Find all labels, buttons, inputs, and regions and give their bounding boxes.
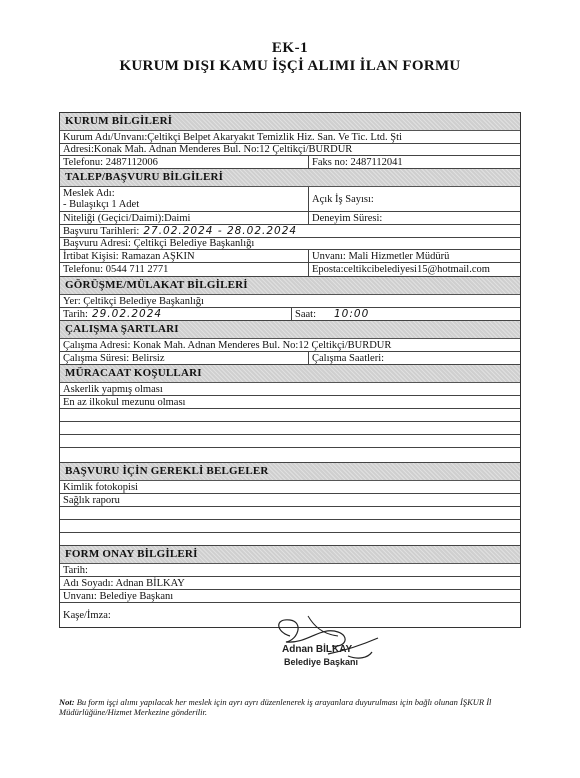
section-kurum-header: KURUM BİLGİLERİ: [60, 113, 520, 131]
gorusme-tarih-label: Tarih:: [63, 308, 88, 320]
irtibat-kisisi: İrtibat Kişisi: Ramazan AŞKIN: [60, 250, 309, 262]
gorusme-yer: Yer: Çeltikçi Belediye Başkanlığı: [63, 295, 204, 307]
signature-name: Adnan BİLKAY: [282, 644, 353, 655]
signature-stamp: [268, 614, 388, 670]
basvuru-tarihleri-handwritten: 27.02.2024 - 28.02.2024: [143, 225, 298, 237]
nitelik: Niteliği (Geçici/Daimi):Daimi: [60, 212, 309, 224]
muracaat-item: [60, 409, 520, 421]
kurum-telefon: Telefonu: 2487112006: [60, 156, 309, 168]
onay-kase-imza: Kaşe/İmza:: [63, 609, 111, 621]
calisma-suresi: Çalışma Süresi: Belirsiz: [60, 352, 309, 364]
job-posting-form: [59, 112, 521, 628]
muracaat-item: [60, 435, 520, 447]
belge-item: [60, 520, 520, 532]
muracaat-item: [60, 422, 520, 434]
basvuru-adresi: Başvuru Adresi: Çeltikçi Belediye Başkanlığı: [63, 238, 255, 249]
section-calisma-header: ÇALIŞMA ŞARTLARI: [60, 321, 520, 339]
gorusme-tarih: [60, 308, 292, 320]
footnote: [59, 697, 529, 717]
belge-item: [60, 507, 520, 519]
section-onay-header: FORM ONAY BİLGİLERİ: [60, 546, 520, 564]
calisma-saatleri: Çalışma Saatleri:: [312, 352, 385, 364]
section-muracaat-header: MÜRACAAT KOŞULLARI: [60, 365, 520, 383]
deneyim-suresi: Deneyim Süresi:: [312, 212, 383, 224]
section-gorusme-header: GÖRÜŞME/MÜLAKAT BİLGİLERİ: [60, 277, 520, 295]
kurum-faks: Faks no: 2487112041: [312, 156, 403, 168]
muracaat-item: En az ilkokul mezunu olması: [63, 396, 186, 408]
basvuru-tarihleri-label: Başvuru Tarihleri:: [63, 225, 140, 237]
basvuru-tarihleri: [60, 225, 520, 237]
meslek-cell: [60, 187, 309, 211]
kurum-adres: Adresi:Konak Mah. Adnan Menderes Bul. No:12 Çeltikçi/BURDUR: [63, 144, 353, 155]
gorusme-saat: [292, 308, 520, 320]
gorusme-tarih-handwritten: 29.02.2024: [91, 308, 163, 320]
onay-adi-soyadi: Adı Soyadı: Adnan BİLKAY: [63, 577, 185, 589]
onay-unvan: Unvanı: Belediye Başkanı: [63, 590, 174, 602]
footnote-label: Not:: [59, 697, 75, 707]
kurum-adi: Kurum Adı/Unvanı:Çeltikçi Belpet Akaryakıt Temizlik Hiz. San. Ve Tic. Ltd. Şti: [63, 131, 402, 143]
calisma-adresi: Çalışma Adresi: Konak Mah. Adnan Menderes Bul. No:12 Çeltikçi/BURDUR: [63, 339, 392, 351]
signature-title: Belediye Başkanı: [284, 657, 359, 667]
section-talep-header: TALEP/BAŞVURU BİLGİLERİ: [60, 169, 520, 187]
muracaat-item: [60, 448, 520, 462]
irtibat-telefonu: Telefonu: 0544 711 2771: [60, 263, 309, 276]
belge-item: [60, 533, 520, 545]
irtibat-unvani: Unvanı: Mali Hizmetler Müdürü: [312, 250, 450, 262]
irtibat-eposta: Eposta:celtikcibelediyesi15@hotmail.com: [312, 264, 490, 275]
meslek-label: Meslek Adı:: [63, 188, 115, 199]
footnote-text: Bu form işçi alımı yapılacak her meslek için ayrı ayrı düzenlenerek iş arayanlara duyurulması için bağlı olunan İŞKUR İl Müdürlüğüne/Hizmet Merkezine gönderilir.: [59, 697, 492, 717]
acik-is-sayisi: Açık İş Sayısı:: [312, 193, 374, 205]
belge-item: Kimlik fotokopisi: [63, 481, 138, 493]
meslek-value: - Bulaşıkçı 1 Adet: [63, 199, 140, 210]
belge-item: Sağlık raporu: [63, 494, 120, 506]
form-code: EK-1: [271, 40, 309, 56]
form-title: KURUM DIŞI KAMU İŞÇİ ALIMI İLAN FORMU: [119, 58, 461, 74]
section-belgeler-header: BAŞVURU İÇİN GEREKLİ BELGELER: [60, 463, 520, 481]
muracaat-item: Askerlik yapmış olması: [63, 383, 163, 395]
gorusme-saat-label: Saat:: [295, 308, 316, 320]
gorusme-saat-handwritten: 10:00: [334, 308, 370, 320]
onay-tarih: Tarih:: [63, 564, 88, 576]
